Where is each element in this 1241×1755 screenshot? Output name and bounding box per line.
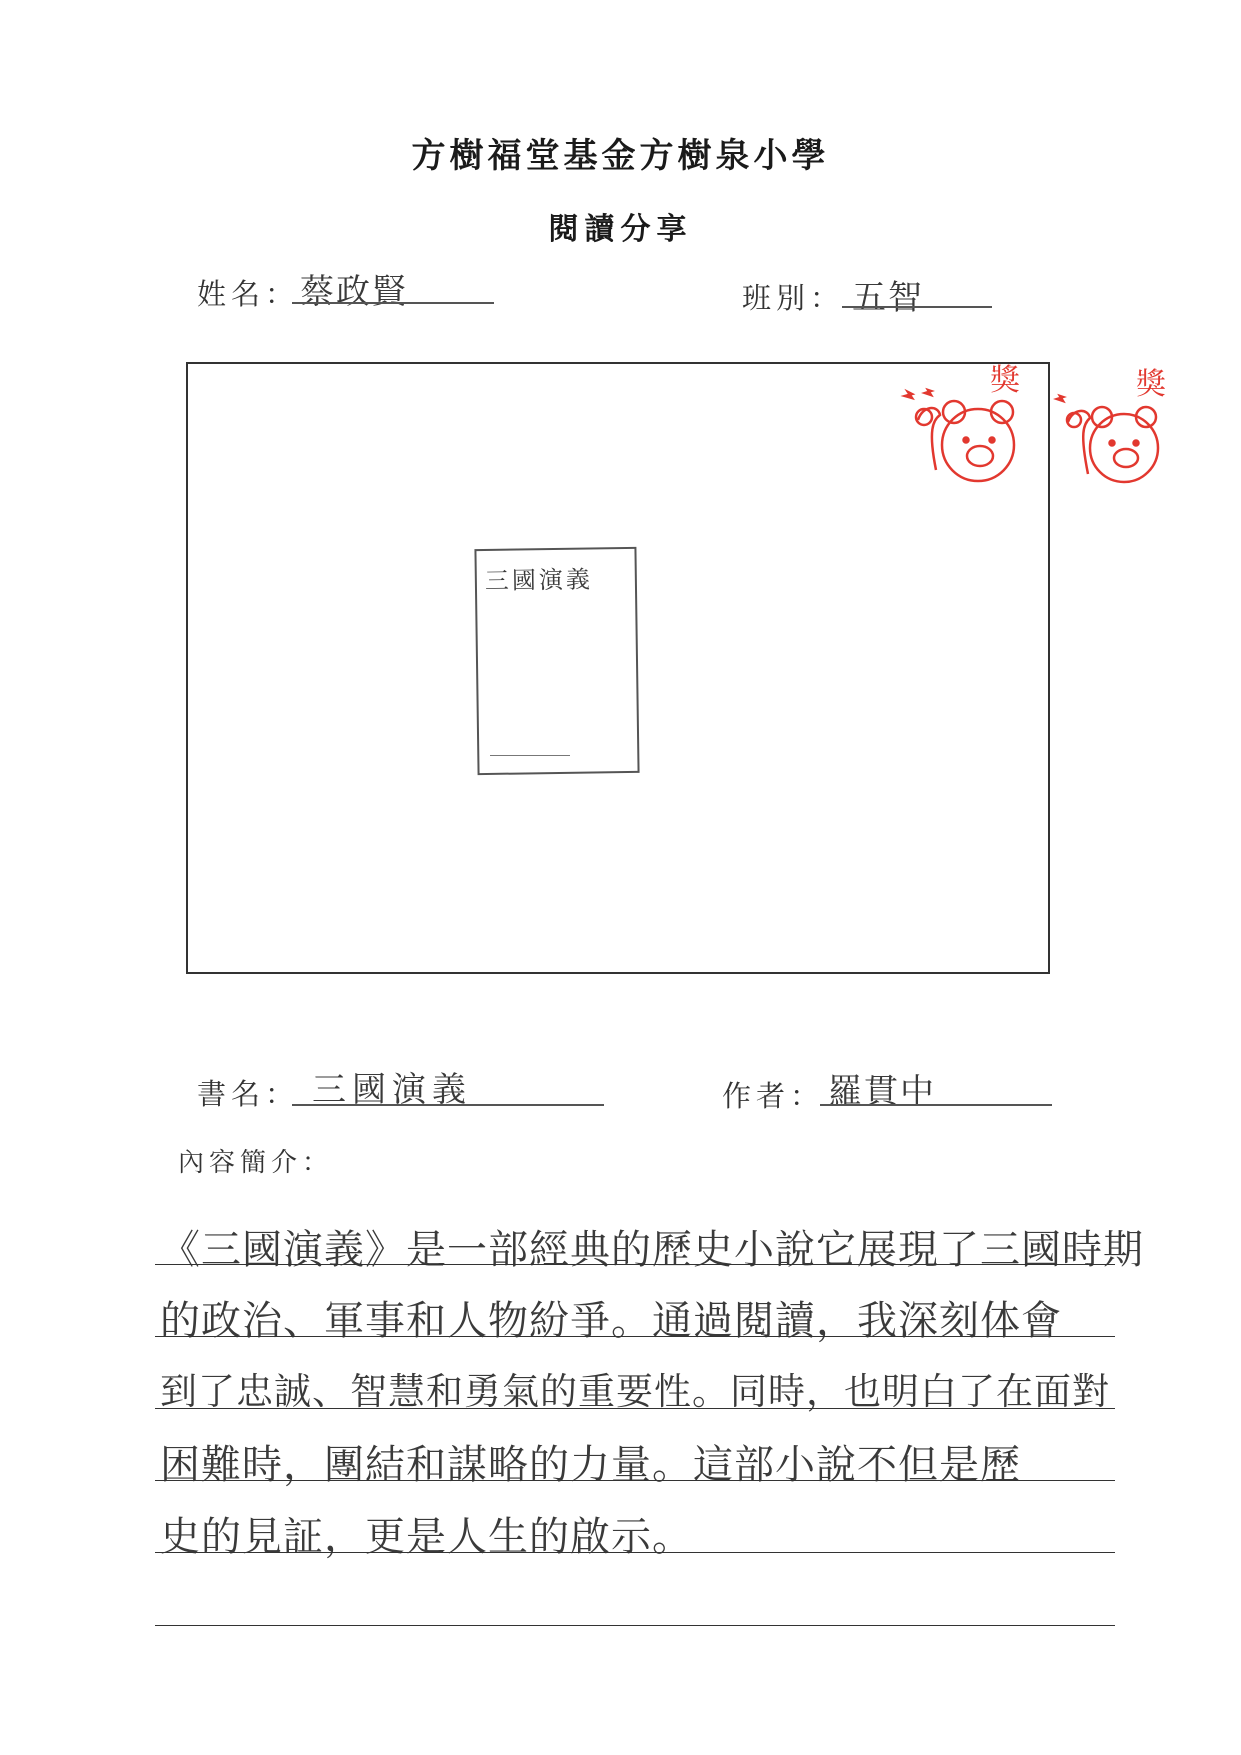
school-name: 方樹福堂基金方樹泉小學 xyxy=(411,136,830,176)
ruled-line xyxy=(155,1336,1115,1337)
worksheet-title: 閱讀分享 xyxy=(548,212,693,247)
book-title-underline xyxy=(292,1104,604,1106)
book-cover-title: 三國演義 xyxy=(484,565,594,595)
class-value: 五智 xyxy=(852,278,924,318)
ruled-line xyxy=(155,1408,1115,1409)
book-drawing xyxy=(474,547,639,775)
award-stamps xyxy=(888,360,1188,500)
author-value: 羅貫中 xyxy=(828,1072,936,1112)
summary-line-4: 困難時，團結和謀略的力量。這部小說不但是歷 xyxy=(160,1442,1021,1488)
summary-line-3: 到了忠誠、智慧和勇氣的重要性。同時，也明白了在面對 xyxy=(160,1370,1110,1413)
ruled-line xyxy=(155,1264,1115,1265)
summary-line-2: 的政治、軍事和人物紛爭。通過閱讀，我深刻体會 xyxy=(160,1298,1062,1344)
name-value: 蔡政賢 xyxy=(300,272,408,312)
author-label: 作者： xyxy=(722,1079,825,1113)
summary-label: 內容簡介： xyxy=(178,1148,334,1178)
book-title-label: 書名： xyxy=(197,1077,300,1111)
class-underline xyxy=(842,306,992,308)
ruled-line xyxy=(155,1625,1115,1626)
author-underline xyxy=(820,1104,1052,1106)
book-title-value: 三國演義 xyxy=(312,1070,472,1110)
ruled-line xyxy=(155,1552,1115,1553)
name-label: 姓名： xyxy=(197,277,300,311)
class-label: 班別： xyxy=(742,281,845,315)
bear-stamp-icon xyxy=(905,390,1014,481)
award-text-2: 獎 xyxy=(1136,367,1166,402)
ruled-line xyxy=(155,1480,1115,1481)
book-bottom-stroke xyxy=(490,755,570,756)
name-underline xyxy=(292,302,494,304)
summary-line-5: 史的見証，更是人生的啟示。 xyxy=(160,1514,693,1560)
award-text-1: 獎 xyxy=(990,363,1020,398)
summary-line-1: 《三國演義》是一部經典的歷史小說它展現了三國時期 xyxy=(160,1227,1144,1273)
bear-stamp-icon xyxy=(1057,396,1158,482)
